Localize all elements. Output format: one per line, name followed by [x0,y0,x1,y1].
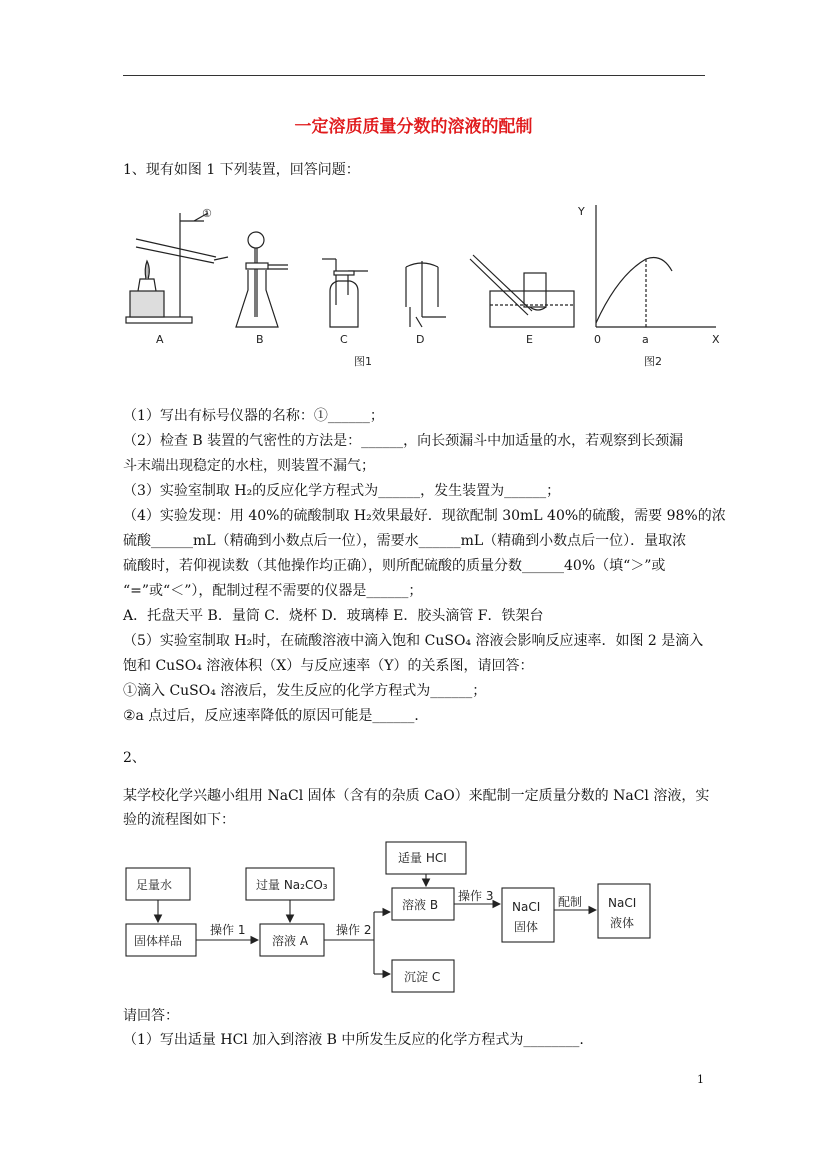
flow-solution-b: 溶液 B [402,898,439,912]
figure-1-2 [118,195,728,375]
apparatus-a [126,213,228,323]
flow-hcl: 适量 HCI [398,851,447,865]
q1-line11: 饱和 CuSO₄ 溶液体积（X）与反应速率（Y）的关系图，请回答： [123,658,534,674]
label-a: A [156,333,164,346]
flow-chart [118,836,678,1001]
label-e: E [526,333,533,346]
q1-line4: （3）实验室制取 H₂的反应化学方程式为______，发生装置为______； [123,483,561,499]
q1-line5: （4）实验发现：用 40%的硫酸制取 H₂效果最好．现欲配制 30mL 40%的硫酸，需要 98%的浓 [123,508,726,524]
label-c: C [340,333,348,346]
q1-line1: （1）写出有标号仪器的名称：①______； [123,408,384,424]
peak-label: a [642,333,649,346]
graph-figure-2 [596,205,716,327]
flow-nacl-liquid-1: NaCI [608,896,637,910]
page-number: 1 [697,1073,704,1086]
flow-water: 足量水 [136,878,173,892]
q2-number: 2、 [123,750,146,766]
q1-line7: 硫酸时，若仰视读数（其他操作均正确），则所配硫酸的质量分数______40%（填“＞”或 [123,558,666,574]
apparatus-e [470,255,574,327]
flow-sample: 固体样品 [134,934,183,948]
apparatus-c [322,259,368,327]
page-title: 一定溶质质量分数的溶液的配制 [294,117,533,137]
flow-op2: 操作 2 [336,923,372,937]
caption-fig1: 图1 [354,355,372,368]
origin-label: 0 [594,333,601,346]
flow-na2co3: 过量 Na₂CO₃ [256,878,328,892]
q2-line1: 某学校化学兴趣小组用 NaCl 固体（含有的杂质 CaO）来配制一定质量分数的 NaCl 溶液，实 [123,788,710,804]
q1-intro: 1、现有如图 1 下列装置，回答问题： [123,162,360,178]
flow-nacl-solid-2: 固体 [514,920,539,934]
x-axis-label: X [712,333,720,346]
apparatus-d [406,261,446,327]
q2-ask: 请回答： [123,1008,179,1024]
q2-line2: 验的流程图如下： [123,812,235,828]
q1-line12: ①滴入 CuSO₄ 溶液后，发生反应的化学方程式为______； [123,683,487,699]
flow-prepare: 配制 [558,895,583,909]
label-b: B [256,333,264,346]
flow-op1: 操作 1 [210,923,246,937]
q1-line6: 硫酸______mL（精确到小数点后一位），需要水______mL（精确到小数点后一位）．量取浓 [123,533,687,549]
flow-solution-a: 溶液 A [272,934,309,948]
y-axis-label: Y [578,205,585,218]
flow-op3: 操作 3 [458,889,494,903]
flow-nacl-solid-1: NaCI [512,900,541,914]
header-rule [123,75,705,76]
apparatus-b [236,232,288,327]
q1-line8: “=”或“＜”），配制过程不需要的仪器是______； [123,583,423,599]
flow-precipitate: 沉淀 C [404,970,441,984]
flow-nacl-liquid-2: 液体 [610,916,635,930]
q1-line2: （2）检查 B 装置的气密性的方法是：______，向长颈漏斗中加适量的水，若观察到长颈漏 [123,433,684,449]
q1-line3: 斗末端出现稳定的水柱，则装置不漏气； [123,458,375,474]
caption-fig2: 图2 [644,355,662,368]
marker-1: ① [202,207,212,220]
label-d: D [416,333,425,346]
q1-line10: （5）实验室制取 H₂时，在硫酸溶液中滴入饱和 CuSO₄ 溶液会影响反应速率．如图 2 是滴入 [123,633,704,649]
q2-line3: （1）写出适量 HCl 加入到溶液 B 中所发生反应的化学方程式为________. [123,1032,584,1048]
q1-line13: ②a 点过后，反应速率降低的原因可能是______． [123,708,429,724]
q1-options: A．托盘天平 B．量筒 C．烧杯 D．玻璃棒 E．胶头滴管 F．铁架台 [123,608,544,624]
